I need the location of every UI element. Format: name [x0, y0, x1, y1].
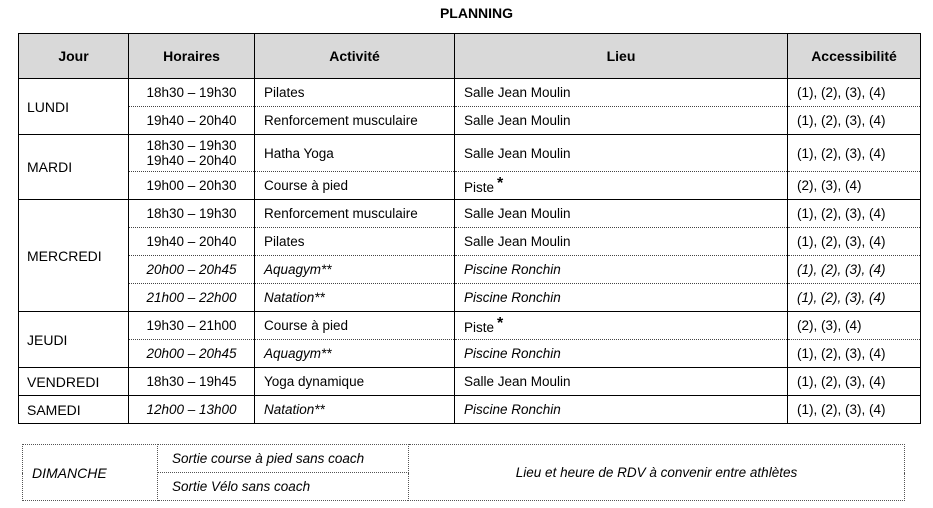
table-row: [19, 172, 921, 200]
table-row: [19, 228, 921, 256]
activite-cell: Natation**: [255, 284, 455, 312]
horaire-cell: 19h40 – 20h40: [129, 107, 255, 135]
access-cell: (1), (2), (3), (4): [788, 368, 921, 396]
horaire-cell: 19h30 – 21h00: [129, 312, 255, 340]
horaire-cell: 12h00 – 13h00: [129, 396, 255, 424]
lieu-text: Piste: [464, 180, 495, 195]
lieu-text: Piste: [464, 320, 495, 335]
activite-cell: Course à pied: [255, 312, 455, 340]
table-row: [19, 396, 921, 424]
lieu-cell: Piscine Ronchin: [455, 284, 788, 312]
day-mercredi: MERCREDI: [19, 200, 129, 312]
day-jeudi: JEUDI: [19, 312, 129, 368]
day-dimanche: DIMANCHE: [23, 445, 158, 501]
access-cell: (1), (2), (3), (4): [788, 256, 921, 284]
horaire-cell: 21h00 – 22h00: [129, 284, 255, 312]
horaire-cell: 20h00 – 20h45: [129, 340, 255, 368]
lieu-cell: Piscine Ronchin: [455, 340, 788, 368]
activite-cell: Natation**: [255, 396, 455, 424]
table-row: [19, 256, 921, 284]
horaire-cell: 19h40 – 20h40: [129, 228, 255, 256]
activite-cell: Aquagym**: [255, 256, 455, 284]
access-cell: (2), (3), (4): [788, 172, 921, 200]
access-cell: (1), (2), (3), (4): [788, 135, 921, 172]
activite-cell: Pilates: [255, 228, 455, 256]
access-cell: (1), (2), (3), (4): [788, 228, 921, 256]
horaire-cell: 20h00 – 20h45: [129, 256, 255, 284]
header-row: [19, 34, 921, 79]
asterisk-marker: *: [497, 175, 504, 192]
dimanche-table: [22, 444, 905, 501]
header-jour: Jour: [19, 34, 129, 79]
dimanche-activity: Sortie Vélo sans coach: [158, 473, 409, 501]
table-row: [19, 107, 921, 135]
lieu-cell: Salle Jean Moulin: [455, 368, 788, 396]
access-cell: (1), (2), (3), (4): [788, 340, 921, 368]
lieu-cell: [455, 312, 788, 340]
activite-cell: Course à pied: [255, 172, 455, 200]
dimanche-row: [23, 445, 905, 473]
lieu-cell: Piscine Ronchin: [455, 256, 788, 284]
horaire-cell: 18h30 – 19h30: [129, 79, 255, 107]
lieu-cell: Salle Jean Moulin: [455, 135, 788, 172]
lieu-cell: Piscine Ronchin: [455, 396, 788, 424]
horaire-cell: [129, 135, 255, 172]
lieu-cell: Salle Jean Moulin: [455, 107, 788, 135]
header-activite: Activité: [255, 34, 455, 79]
access-cell: (1), (2), (3), (4): [788, 396, 921, 424]
activite-cell: Renforcement musculaire: [255, 107, 455, 135]
horaire-cell: 19h00 – 20h30: [129, 172, 255, 200]
access-cell: (1), (2), (3), (4): [788, 284, 921, 312]
access-cell: (1), (2), (3), (4): [788, 200, 921, 228]
horaire-cell: 18h30 – 19h30: [129, 200, 255, 228]
planning-table: [18, 33, 921, 424]
access-cell: (1), (2), (3), (4): [788, 107, 921, 135]
table-row: [19, 368, 921, 396]
asterisk-marker: *: [497, 315, 504, 332]
lieu-cell: Salle Jean Moulin: [455, 200, 788, 228]
table-row: [19, 284, 921, 312]
activite-cell: Pilates: [255, 79, 455, 107]
activite-cell: Renforcement musculaire: [255, 200, 455, 228]
activite-cell: Aquagym**: [255, 340, 455, 368]
horaire-line: 19h40 – 20h40: [146, 153, 237, 168]
table-row: [19, 340, 921, 368]
lieu-cell: Salle Jean Moulin: [455, 228, 788, 256]
page-title: PLANNING: [439, 5, 514, 21]
dimanche-note: Lieu et heure de RDV à convenir entre athlètes: [409, 445, 905, 501]
table-row: [19, 200, 921, 228]
header-lieu: Lieu: [455, 34, 788, 79]
table-row: [19, 79, 921, 107]
header-accessibilite: Accessibilité: [788, 34, 921, 79]
activite-cell: Yoga dynamique: [255, 368, 455, 396]
access-cell: (2), (3), (4): [788, 312, 921, 340]
day-vendredi: VENDREDI: [19, 368, 129, 396]
horaire-line: 18h30 – 19h30: [146, 138, 237, 153]
access-cell: (1), (2), (3), (4): [788, 79, 921, 107]
horaire-cell: 18h30 – 19h45: [129, 368, 255, 396]
table-row: [19, 312, 921, 340]
day-samedi: SAMEDI: [19, 396, 129, 424]
day-mardi: MARDI: [19, 135, 129, 200]
lieu-cell: Salle Jean Moulin: [455, 79, 788, 107]
dimanche-activity: Sortie course à pied sans coach: [158, 445, 409, 473]
header-horaires: Horaires: [129, 34, 255, 79]
table-row: [19, 135, 921, 172]
lieu-cell: [455, 172, 788, 200]
activite-cell: Hatha Yoga: [255, 135, 455, 172]
day-lundi: LUNDI: [19, 79, 129, 135]
